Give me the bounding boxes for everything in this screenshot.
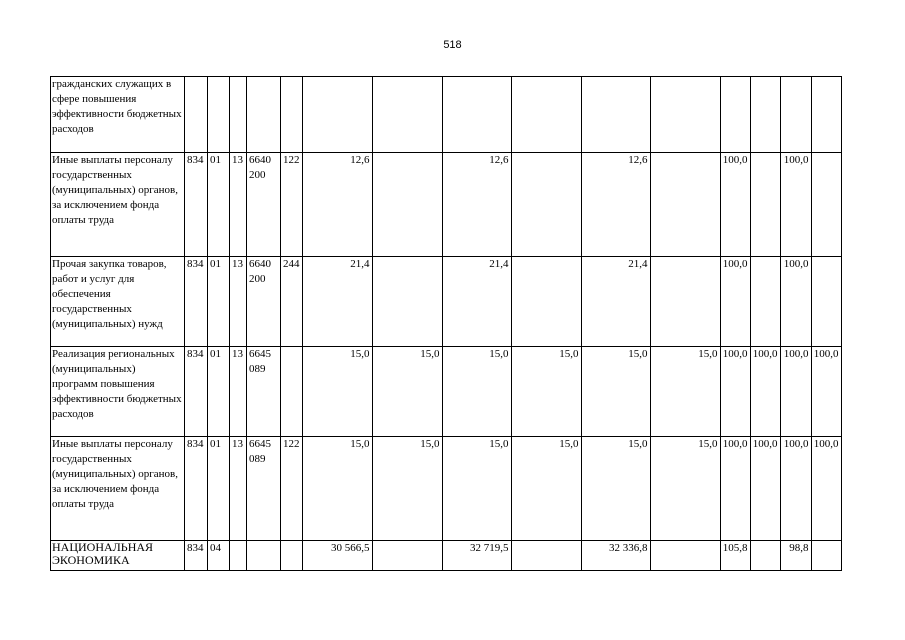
- section-code: 04: [208, 541, 230, 571]
- kv-code: 834: [185, 347, 208, 437]
- value-col-5: [581, 77, 650, 153]
- percent-col-2: 100,0: [750, 437, 780, 541]
- value-col-5: 15,0: [581, 347, 650, 437]
- value-col-3: 15,0: [442, 437, 511, 541]
- percent-col-3: 100,0: [780, 437, 811, 541]
- value-col-1: 21,4: [302, 257, 372, 347]
- subsection-code: [230, 541, 247, 571]
- subsection-code: [230, 77, 247, 153]
- subsection-code: 13: [230, 347, 247, 437]
- budget-table: [50, 76, 842, 571]
- value-col-4: [511, 77, 581, 153]
- value-col-1: 15,0: [302, 437, 372, 541]
- value-col-3: 32 719,5: [442, 541, 511, 571]
- row-name: гражданских служащих в сфере повышения эффективности бюджетных расходов: [51, 77, 185, 153]
- percent-col-3: [780, 77, 811, 153]
- percent-col-4: [811, 77, 841, 153]
- section-code: 01: [208, 347, 230, 437]
- kv-code: 834: [185, 153, 208, 257]
- percent-col-2: 100,0: [750, 347, 780, 437]
- row-name: Прочая закупка товаров, работ и услуг для обеспечения государственных (муниципальных) нужд: [51, 257, 185, 347]
- section-code: 01: [208, 257, 230, 347]
- value-col-4: [511, 541, 581, 571]
- percent-col-4: [811, 153, 841, 257]
- value-col-2: [372, 153, 442, 257]
- table-row: [51, 437, 842, 541]
- target-article-code: [247, 541, 281, 571]
- subsection-code: 13: [230, 437, 247, 541]
- value-col-6: 15,0: [650, 437, 720, 541]
- value-col-5: 21,4: [581, 257, 650, 347]
- row-name: Иные выплаты персоналу государственных (муниципальных) органов, за исключением фонда оплаты труда: [51, 153, 185, 257]
- percent-col-1: 100,0: [720, 347, 750, 437]
- target-article-code: 6645 089: [247, 347, 281, 437]
- percent-col-2: [750, 257, 780, 347]
- row-name: НАЦИОНАЛЬНАЯ ЭКОНОМИКА: [51, 541, 185, 571]
- percent-col-1: 100,0: [720, 257, 750, 347]
- percent-col-4: 100,0: [811, 347, 841, 437]
- value-col-2: [372, 77, 442, 153]
- expense-type-code: [281, 347, 303, 437]
- section-code: 01: [208, 437, 230, 541]
- percent-col-1: 100,0: [720, 437, 750, 541]
- value-col-2: 15,0: [372, 347, 442, 437]
- table-row: [51, 347, 842, 437]
- percent-col-2: [750, 77, 780, 153]
- percent-col-4: 100,0: [811, 437, 841, 541]
- kv-code: 834: [185, 257, 208, 347]
- percent-col-4: [811, 541, 841, 571]
- value-col-5: 15,0: [581, 437, 650, 541]
- percent-col-3: 100,0: [780, 257, 811, 347]
- section-code: 01: [208, 153, 230, 257]
- percent-col-1: 105,8: [720, 541, 750, 571]
- table-row: [51, 541, 842, 571]
- section-code: [208, 77, 230, 153]
- value-col-1: 15,0: [302, 347, 372, 437]
- value-col-3: 21,4: [442, 257, 511, 347]
- expense-type-code: [281, 77, 303, 153]
- percent-col-3: 100,0: [780, 153, 811, 257]
- value-col-3: [442, 77, 511, 153]
- value-col-4: [511, 153, 581, 257]
- value-col-3: 12,6: [442, 153, 511, 257]
- page-number: 518: [443, 39, 462, 51]
- kv-code: 834: [185, 437, 208, 541]
- percent-col-3: 98,8: [780, 541, 811, 571]
- expense-type-code: [281, 541, 303, 571]
- expense-type-code: 122: [281, 437, 303, 541]
- target-article-code: 6640 200: [247, 257, 281, 347]
- row-name: Реализация региональных (муниципальных) программ повышения эффективности бюджетных расходов: [51, 347, 185, 437]
- value-col-6: [650, 257, 720, 347]
- value-col-1: [302, 77, 372, 153]
- value-col-2: 15,0: [372, 437, 442, 541]
- target-article-code: 6640 200: [247, 153, 281, 257]
- percent-col-2: [750, 153, 780, 257]
- value-col-4: 15,0: [511, 347, 581, 437]
- subsection-code: 13: [230, 257, 247, 347]
- value-col-6: 15,0: [650, 347, 720, 437]
- kv-code: 834: [185, 541, 208, 571]
- subsection-code: 13: [230, 153, 247, 257]
- table-row: [51, 153, 842, 257]
- value-col-4: [511, 257, 581, 347]
- value-col-4: 15,0: [511, 437, 581, 541]
- value-col-5: 12,6: [581, 153, 650, 257]
- value-col-1: 12,6: [302, 153, 372, 257]
- percent-col-3: 100,0: [780, 347, 811, 437]
- target-article-code: 6645 089: [247, 437, 281, 541]
- kv-code: [185, 77, 208, 153]
- percent-col-2: [750, 541, 780, 571]
- expense-type-code: 244: [281, 257, 303, 347]
- expense-type-code: 122: [281, 153, 303, 257]
- value-col-6: [650, 153, 720, 257]
- value-col-6: [650, 541, 720, 571]
- percent-col-1: 100,0: [720, 153, 750, 257]
- target-article-code: [247, 77, 281, 153]
- value-col-6: [650, 77, 720, 153]
- table-row: [51, 77, 842, 153]
- percent-col-4: [811, 257, 841, 347]
- value-col-2: [372, 257, 442, 347]
- value-col-2: [372, 541, 442, 571]
- row-name: Иные выплаты персоналу государственных (муниципальных) органов, за исключением фонда оплаты труда: [51, 437, 185, 541]
- value-col-5: 32 336,8: [581, 541, 650, 571]
- value-col-1: 30 566,5: [302, 541, 372, 571]
- value-col-3: 15,0: [442, 347, 511, 437]
- table-row: [51, 257, 842, 347]
- percent-col-1: [720, 77, 750, 153]
